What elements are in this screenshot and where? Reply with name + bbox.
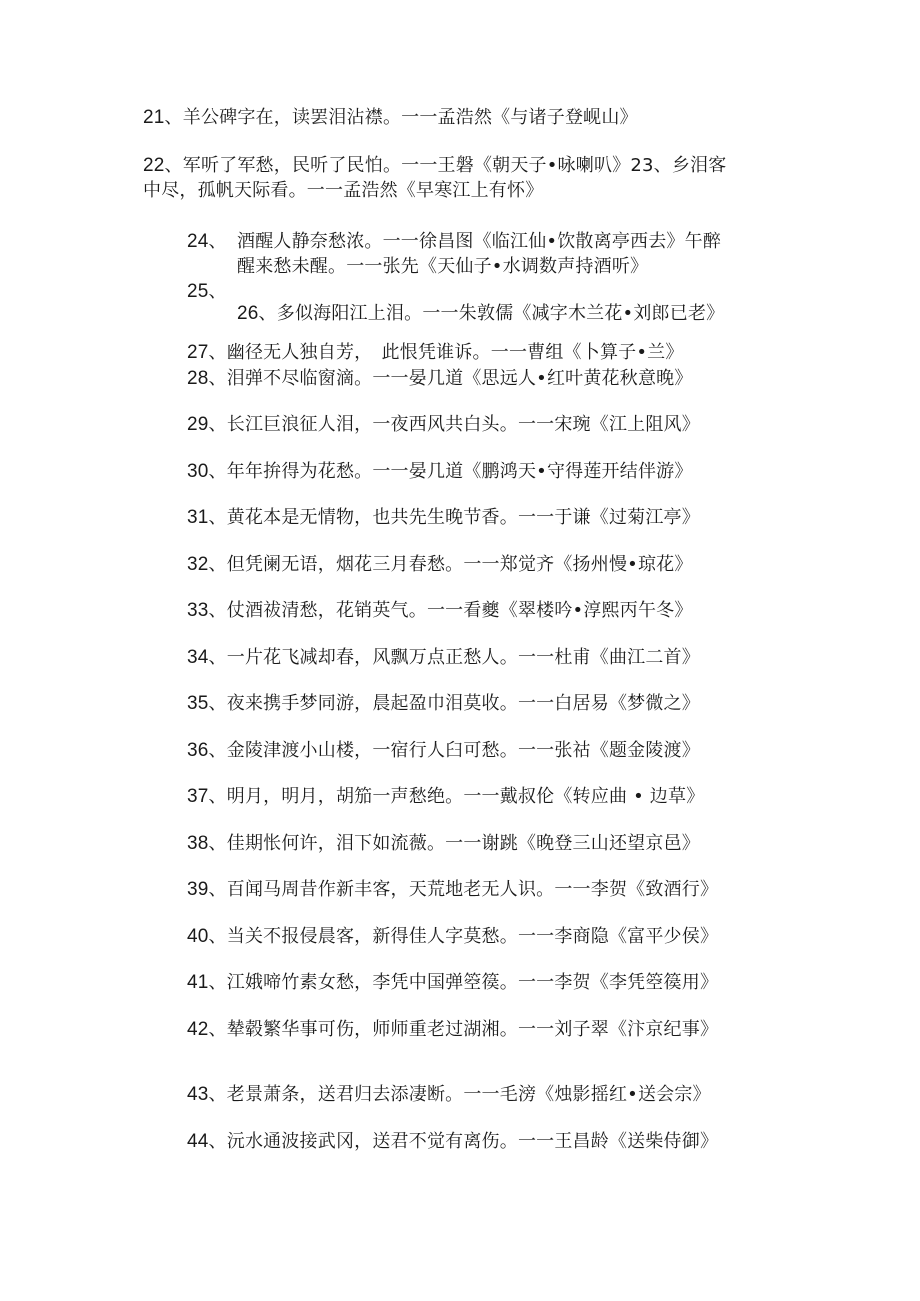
item-number: 33 — [187, 600, 209, 621]
item-text: 、江娥啼竹素女愁，李凭中国弹箜篌。一一李贺《李凭箜篌用》 — [208, 972, 719, 993]
item-text: 、老景萧条，送君归去添凄断。一一毛滂《烛影摇红•送会宗》 — [208, 1084, 711, 1105]
item-number: 32 — [187, 554, 209, 575]
item-number: 30 — [187, 461, 209, 482]
item-text: 、长江巨浪征人泪，一夜西风共白头。一一宋琬《江上阻风》 — [208, 414, 700, 435]
list-item — [187, 1083, 711, 1107]
item-text: 、年年拚得为花愁。一一晏几道《鹏鸿天•守得莲开结伴游》 — [208, 461, 693, 482]
list-item — [187, 413, 700, 437]
item-number: 41 — [187, 972, 209, 993]
item-number: 35 — [187, 693, 209, 714]
item-text: 、辇毂繁华事可伤，师师重老过湖湘。一一刘子翠《汴京纪事》 — [208, 1019, 719, 1040]
list-item — [187, 230, 227, 254]
item-text: 中尽，孤帆天际看。一一孟浩然《早寒江上有怀》 — [143, 180, 544, 201]
item-text: 、但凭阑无语，烟花三月春愁。一一郑觉齐《扬州慢•琼花》 — [208, 554, 693, 575]
item-number: 31 — [187, 507, 209, 528]
item-text: 、军听了军愁，民听了民怕。一一王磐《朝天子•咏喇叭》23、乡泪客 — [164, 155, 727, 176]
item-number: 36 — [187, 740, 209, 761]
item-number: 24 — [187, 231, 209, 252]
item-text: 、多似海阳江上泪。一一朱敦儒《减字木兰花•刘郎已老》 — [258, 303, 725, 324]
item-text: 、幽径无人独自芳， 此恨凭谁诉。一一曹组《卜算子•兰》 — [208, 342, 684, 363]
list-item — [187, 692, 700, 716]
item-number: 34 — [187, 647, 209, 668]
item-text: 、沅水通波接武冈，送君不觉有离伤。一一王昌龄《送柴侍御》 — [208, 1131, 719, 1152]
list-item — [237, 302, 724, 326]
item-text: 、金陵津渡小山楼，一宿行人臼可愁。一一张祜《题金陵渡》 — [208, 740, 700, 761]
item-text: 、明月，明月，胡笳一声愁绝。一一戴叔伦《转应曲 • 边草》 — [208, 786, 705, 807]
item-text: 、黄花本是无情物，也共先生晚节香。一一于谦《过菊江亭》 — [208, 507, 700, 528]
list-item-text — [237, 230, 721, 254]
item-text: 醒来愁未醒。一一张先《天仙子•水调数声持酒听》 — [237, 256, 649, 277]
list-item — [187, 599, 693, 623]
item-number: 29 — [187, 414, 209, 435]
item-number: 42 — [187, 1019, 209, 1040]
list-item — [187, 971, 718, 995]
item-number: 43 — [187, 1084, 209, 1105]
item-number: 39 — [187, 879, 209, 900]
list-item — [187, 1018, 718, 1042]
list-item — [143, 106, 638, 130]
list-item — [187, 646, 700, 670]
item-number: 25 — [187, 281, 209, 302]
list-item — [187, 1130, 718, 1154]
list-item-continuation — [237, 255, 648, 279]
list-item — [143, 154, 726, 178]
item-text: 、夜来携手梦同游，晨起盈巾泪莫收。一一白居易《梦微之》 — [208, 693, 700, 714]
item-text: 、泪弹不尽临窗滴。一一晏几道《思远人•红叶黄花秋意晚》 — [208, 368, 693, 389]
item-text: 、 — [208, 231, 227, 252]
item-number: 28 — [187, 368, 209, 389]
item-number: 26 — [237, 303, 259, 324]
item-text: 、一片花飞减却春，风飘万点正愁人。一一杜甫《曲江二首》 — [208, 647, 700, 668]
item-number: 21 — [143, 107, 165, 128]
list-item — [187, 460, 693, 484]
item-text: 、佳期怅何许，泪下如流薇。一一谢跳《晚登三山还望京邑》 — [208, 833, 700, 854]
item-text: 、羊公碑字在，读罢泪沾襟。一一孟浩然《与诸子登岘山》 — [164, 107, 638, 128]
list-item — [187, 832, 700, 856]
item-number: 40 — [187, 926, 209, 947]
item-number: 44 — [187, 1131, 209, 1152]
list-item — [187, 553, 693, 577]
list-item — [187, 367, 693, 391]
item-text: 、百闻马周昔作新丰客，天荒地老无人识。一一李贺《致酒行》 — [208, 879, 719, 900]
list-item — [187, 925, 718, 949]
item-text: 、仗酒祓清愁，花销英气。一一看夔《翠楼吟•淳熙丙午冬》 — [208, 600, 693, 621]
list-item — [187, 739, 700, 763]
item-number: 37 — [187, 786, 209, 807]
list-item — [187, 280, 227, 304]
list-item — [187, 785, 704, 809]
item-text: 、当关不报侵晨客，新得佳人字莫愁。一一李商隐《富平少侯》 — [208, 926, 719, 947]
list-item — [187, 878, 718, 902]
item-text: 酒醒人静奈愁浓。一一徐昌图《临江仙•饮散离亭西去》午醉 — [237, 231, 722, 252]
list-item — [187, 506, 700, 530]
item-number: 27 — [187, 342, 209, 363]
item-number: 38 — [187, 833, 209, 854]
item-text: 、 — [208, 281, 227, 302]
list-item-continuation — [143, 179, 543, 203]
item-number: 22 — [143, 155, 165, 176]
list-item — [187, 341, 684, 365]
